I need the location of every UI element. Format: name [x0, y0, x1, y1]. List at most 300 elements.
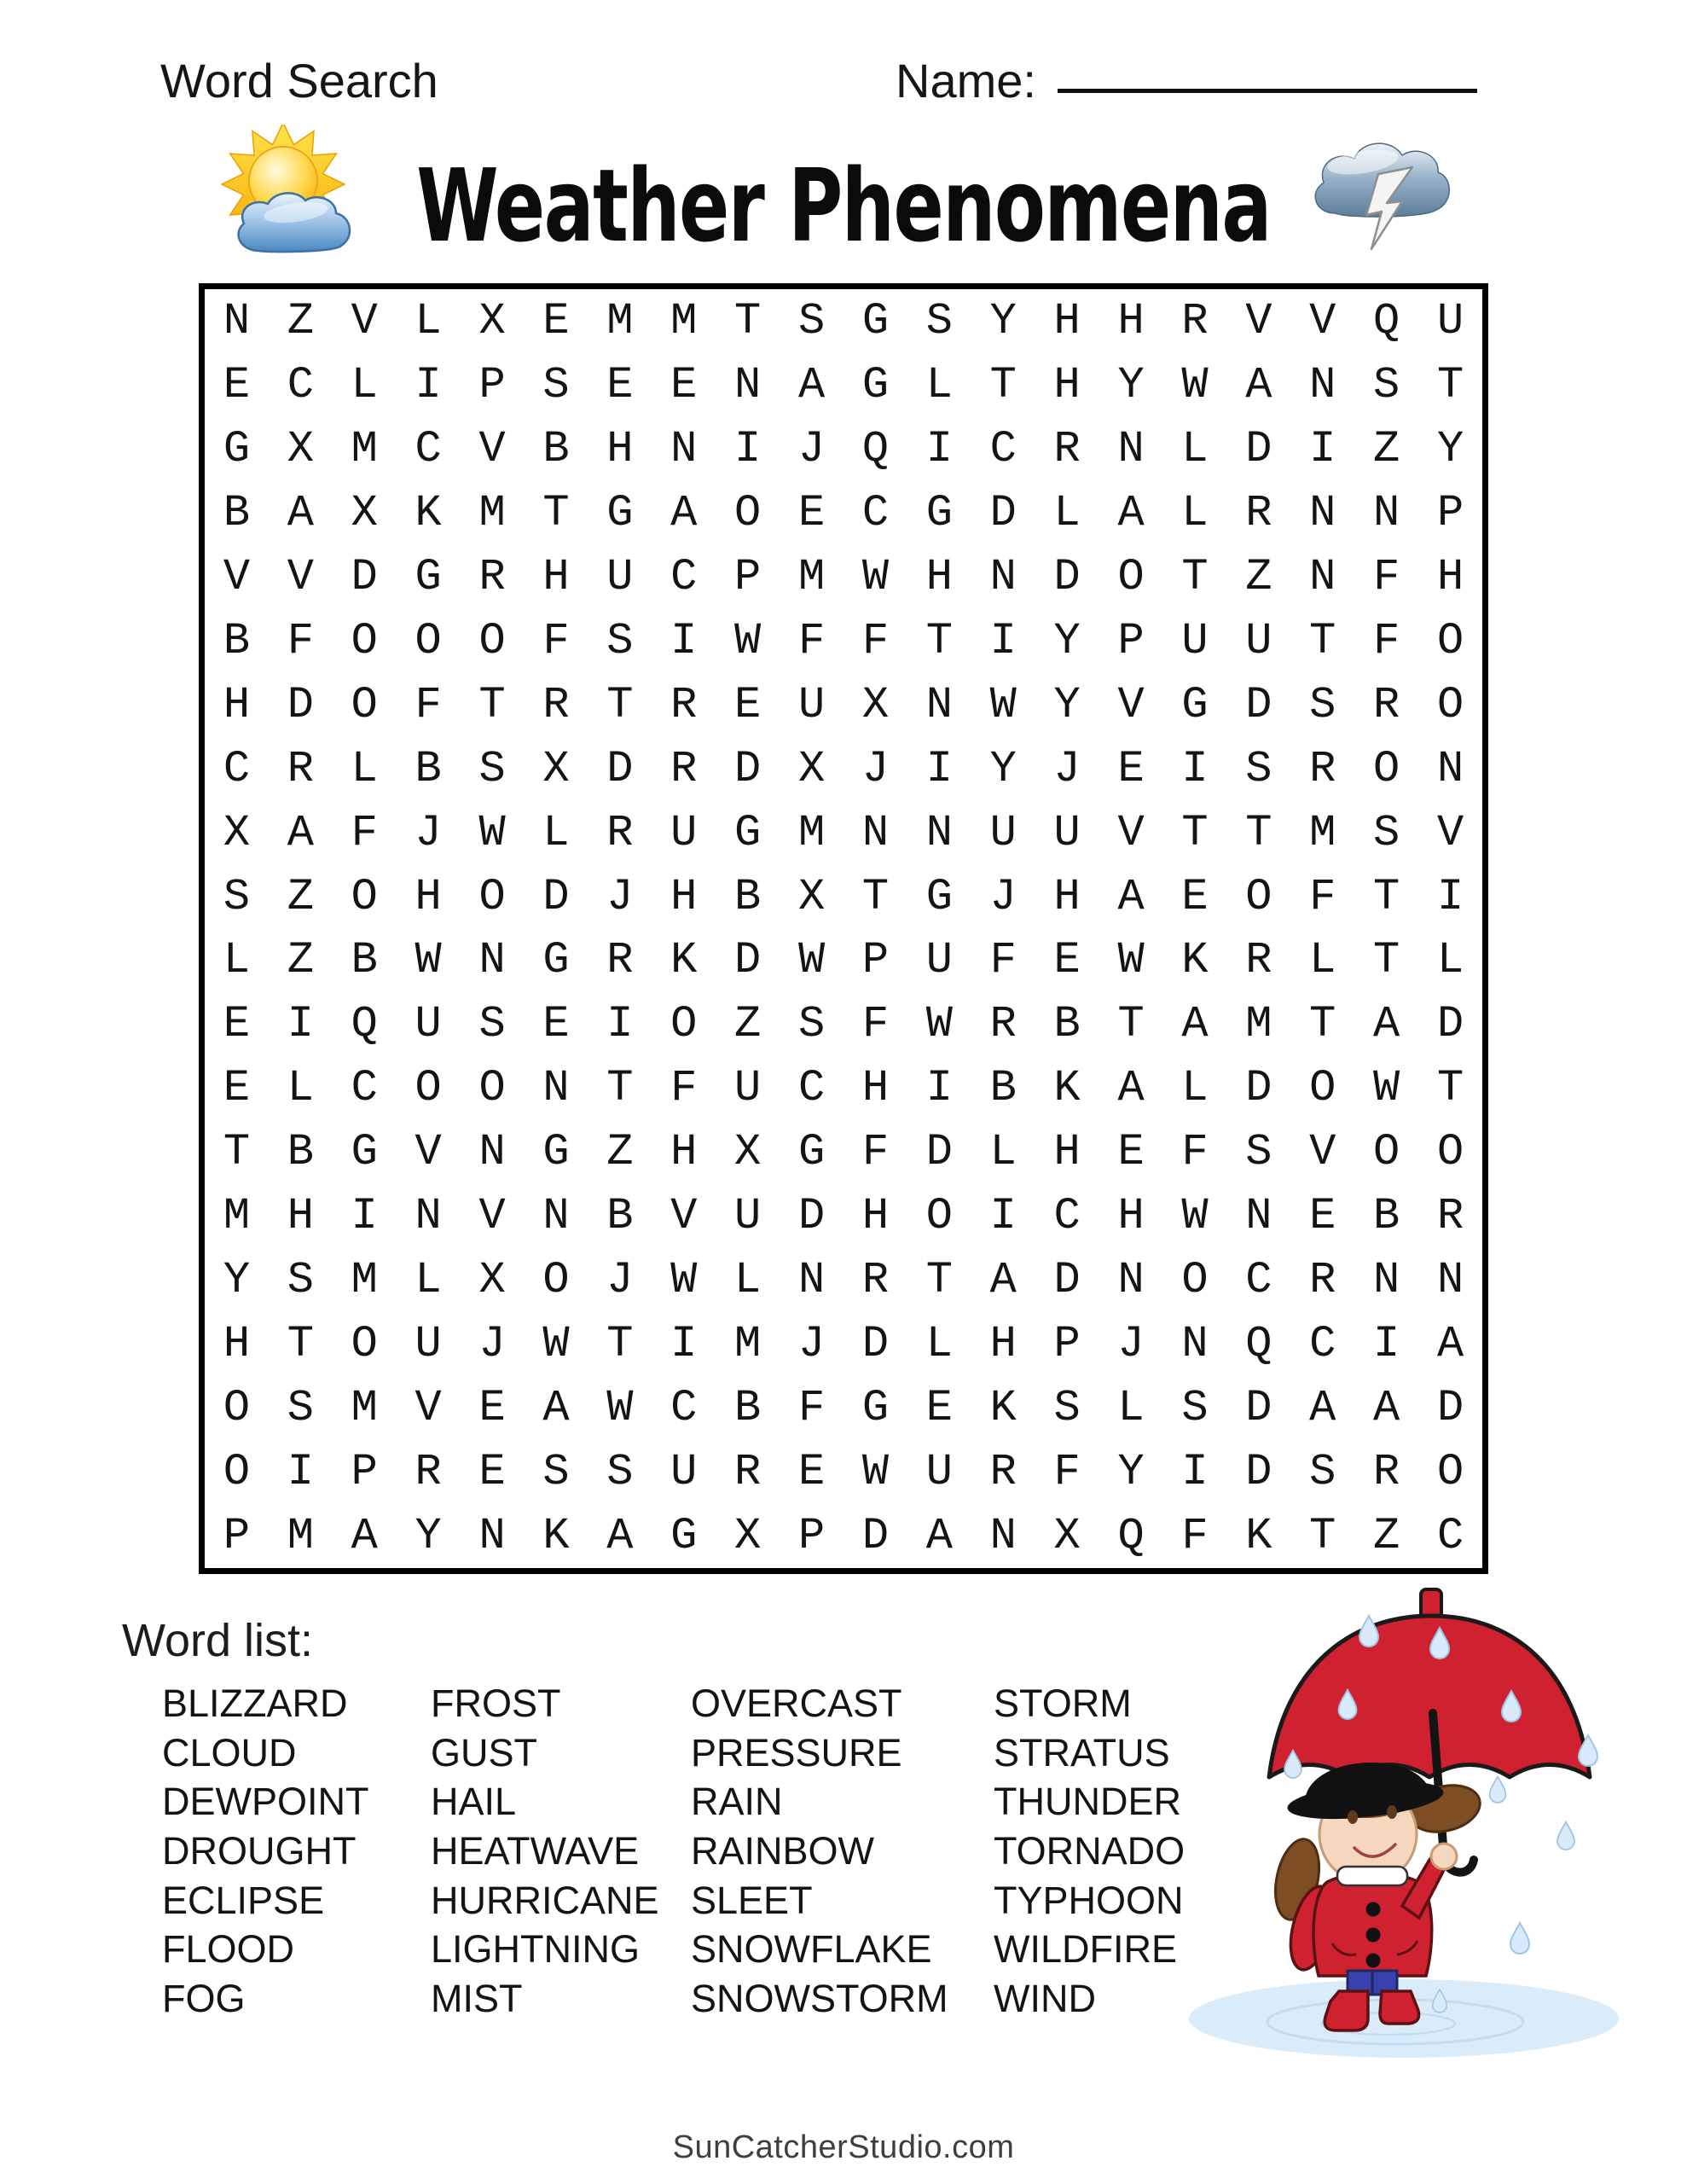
grid-cell: N: [861, 807, 890, 858]
grid-cell: A: [1373, 999, 1400, 1050]
grid-cell: N: [1436, 743, 1464, 794]
grid-cell: R: [1436, 1191, 1464, 1242]
grid-cell: G: [542, 1127, 570, 1178]
grid-cell: I: [1309, 423, 1336, 474]
grid-cell: H: [415, 871, 442, 922]
grid-cell: W: [478, 807, 506, 858]
grid-cell: A: [287, 807, 314, 858]
grid-cell: F: [1053, 1447, 1081, 1498]
grid-cell: U: [1436, 295, 1464, 346]
grid-cell: F: [1309, 871, 1336, 922]
grid-cell: M: [734, 1319, 762, 1370]
grid-cell: E: [1053, 935, 1081, 986]
grid-cell: D: [925, 1127, 953, 1178]
grid-cell: T: [1309, 1511, 1336, 1562]
grid-cell: N: [1436, 1255, 1464, 1306]
grid-cell: G: [925, 871, 953, 922]
grid-cell: S: [797, 295, 826, 346]
word-list-item: SLEET: [691, 1878, 813, 1922]
grid-cell: R: [989, 999, 1017, 1050]
grid-cell: R: [606, 935, 634, 986]
grid-cell: U: [989, 807, 1017, 858]
grid-cell: O: [670, 999, 698, 1050]
grid-cell: R: [1245, 487, 1272, 538]
grid-cell: V: [670, 1191, 698, 1242]
word-list-item: ECLIPSE: [162, 1878, 325, 1922]
word-list-item: WIND: [994, 1977, 1096, 2021]
grid-cell: Z: [287, 295, 314, 346]
grid-cell: H: [861, 1063, 890, 1114]
grid-cell: W: [542, 1319, 570, 1370]
grid-cell: I: [925, 423, 953, 474]
grid-cell: E: [1309, 1191, 1336, 1242]
grid-cell: N: [989, 551, 1017, 602]
grid-cell: W: [989, 679, 1017, 730]
grid-cell: G: [1181, 679, 1209, 730]
grid-cell: O: [223, 1383, 251, 1434]
grid-cell: K: [542, 1511, 570, 1562]
grid-cell: S: [1053, 1383, 1081, 1434]
grid-cell: N: [542, 1191, 570, 1242]
grid-cell: T: [1373, 935, 1400, 986]
grid-cell: Y: [989, 743, 1017, 794]
grid-cell: A: [606, 1511, 634, 1562]
grid-cell: S: [606, 1447, 634, 1498]
grid-cell: N: [1245, 1191, 1272, 1242]
grid-cell: J: [606, 871, 634, 922]
grid-cell: F: [1373, 615, 1400, 666]
grid-cell: D: [797, 1191, 826, 1242]
grid-cell: H: [223, 679, 251, 730]
grid-cell: G: [415, 551, 442, 602]
grid-cell: P: [1117, 615, 1145, 666]
grid-cell: J: [861, 743, 890, 794]
grid-cell: L: [1181, 487, 1209, 538]
grid-cell: O: [734, 487, 762, 538]
grid-cell: T: [478, 679, 506, 730]
grid-cell: W: [861, 1447, 890, 1498]
grid-cell: B: [1053, 999, 1081, 1050]
grid-cell: V: [1309, 1127, 1336, 1178]
grid-cell: B: [734, 871, 762, 922]
grid-cell: S: [1309, 679, 1336, 730]
grid-cell: M: [478, 487, 506, 538]
grid-cell: S: [797, 999, 826, 1050]
grid-cell: R: [670, 743, 698, 794]
grid-cell: E: [1117, 743, 1145, 794]
grid-cell: E: [223, 999, 251, 1050]
grid-cell: Z: [287, 871, 314, 922]
grid-cell: T: [1245, 807, 1272, 858]
grid-cell: E: [925, 1383, 953, 1434]
grid-cell: P: [734, 551, 762, 602]
grid-cell: A: [670, 487, 698, 538]
grid-cell: B: [223, 615, 251, 666]
grid-cell: Q: [1245, 1319, 1272, 1370]
grid-cell: F: [1181, 1511, 1209, 1562]
grid-cell: A: [1373, 1383, 1400, 1434]
grid-cell: S: [606, 615, 634, 666]
word-list-column: [691, 1679, 948, 2024]
grid-cell: E: [478, 1447, 506, 1498]
grid-cell: B: [734, 1383, 762, 1434]
grid-cell: Z: [734, 999, 762, 1050]
word-list-item: DEWPOINT: [162, 1780, 369, 1824]
grid-cell: R: [1373, 679, 1400, 730]
grid-cell: T: [606, 679, 634, 730]
grid-cell: M: [1245, 999, 1272, 1050]
grid-cell: L: [223, 935, 251, 986]
grid-cell: Y: [415, 1511, 442, 1562]
grid-cell: V: [287, 551, 314, 602]
grid-cell: S: [1373, 807, 1400, 858]
grid-cell: F: [989, 935, 1017, 986]
grid-cell: H: [925, 551, 953, 602]
grid-cell: T: [1436, 359, 1464, 410]
grid-cell: T: [606, 1063, 634, 1114]
doc-type-label: Word Search: [160, 54, 438, 107]
grid-cell: S: [1373, 359, 1400, 410]
grid-cell: F: [797, 615, 826, 666]
grid-cell: A: [351, 1511, 378, 1562]
grid-cell: R: [542, 679, 570, 730]
word-list-item: STRATUS: [994, 1730, 1170, 1774]
grid-cell: S: [925, 295, 953, 346]
grid-cell: S: [223, 871, 251, 922]
grid-cell: H: [1053, 871, 1081, 922]
grid-cell: C: [670, 1383, 698, 1434]
grid-cell: C: [415, 423, 442, 474]
grid-cell: C: [1309, 1319, 1336, 1370]
grid-cell: Y: [1117, 359, 1145, 410]
grid-cell: F: [1181, 1127, 1209, 1178]
grid-cell: I: [925, 1063, 953, 1114]
grid-cell: E: [1117, 1127, 1145, 1178]
grid-cell: U: [734, 1063, 762, 1114]
grid-cell: I: [1373, 1319, 1400, 1370]
grid-cell: D: [989, 487, 1017, 538]
grid-cell: L: [989, 1127, 1017, 1178]
grid-cell: U: [1245, 615, 1272, 666]
grid-cell: V: [351, 295, 378, 346]
grid-cell: E: [542, 295, 570, 346]
grid-cell: D: [1245, 1383, 1272, 1434]
grid-cell: O: [1436, 615, 1464, 666]
grid-cell: P: [797, 1511, 826, 1562]
grid-cell: S: [1181, 1383, 1209, 1434]
grid-cell: O: [542, 1255, 570, 1306]
grid-cell: C: [670, 551, 698, 602]
grid-cell: N: [1181, 1319, 1209, 1370]
grid-cell: R: [670, 679, 698, 730]
grid-cell: G: [925, 487, 953, 538]
grid-cell: M: [287, 1511, 314, 1562]
word-list-item: FLOOD: [162, 1927, 295, 1972]
grid-cell: R: [989, 1447, 1017, 1498]
grid-cell: U: [925, 1447, 953, 1498]
grid-cell: T: [1181, 807, 1209, 858]
name-label: Name:: [896, 54, 1036, 107]
grid-cell: D: [287, 679, 314, 730]
grid-cell: H: [287, 1191, 314, 1242]
word-list-item: SNOWSTORM: [691, 1977, 948, 2021]
grid-cell: Y: [989, 295, 1017, 346]
grid-cell: J: [606, 1255, 634, 1306]
grid-cell: H: [1053, 295, 1081, 346]
grid-cell: D: [1436, 999, 1464, 1050]
grid-cell: I: [734, 423, 762, 474]
grid-cell: W: [606, 1383, 634, 1434]
word-list-item: LIGHTNING: [431, 1927, 641, 1972]
grid-cell: R: [1181, 295, 1209, 346]
grid-cell: R: [415, 1447, 442, 1498]
grid-cell: A: [542, 1383, 570, 1434]
grid-cell: G: [606, 487, 634, 538]
grid-cell: D: [734, 935, 762, 986]
grid-cell: N: [1117, 423, 1145, 474]
grid-cell: V: [415, 1127, 442, 1178]
grid-cell: X: [861, 679, 890, 730]
word-list-item: HAIL: [431, 1780, 517, 1824]
grid-cell: Z: [1373, 1511, 1400, 1562]
grid-cell: H: [989, 1319, 1017, 1370]
grid-cell: X: [1053, 1511, 1081, 1562]
grid-cell: Z: [287, 935, 314, 986]
grid-cell: A: [989, 1255, 1017, 1306]
grid-cell: H: [223, 1319, 251, 1370]
grid-cell: P: [861, 935, 890, 986]
grid-cell: W: [670, 1255, 698, 1306]
grid-cell: N: [797, 1255, 826, 1306]
grid-cell: L: [287, 1063, 314, 1114]
grid-cell: W: [1117, 935, 1145, 986]
grid-cell: E: [797, 1447, 826, 1498]
grid-cell: N: [478, 1511, 506, 1562]
grid-cell: V: [415, 1383, 442, 1434]
grid-cell: X: [734, 1127, 762, 1178]
grid-cell: N: [989, 1511, 1017, 1562]
grid-cell: X: [223, 807, 251, 858]
grid-cell: H: [1117, 1191, 1145, 1242]
grid-cell: C: [861, 487, 890, 538]
grid-cell: P: [223, 1511, 251, 1562]
grid-cell: G: [861, 295, 890, 346]
grid-cell: O: [478, 1063, 506, 1114]
grid-cell: V: [1245, 295, 1272, 346]
grid-cell: G: [861, 1383, 890, 1434]
word-list-item: TORNADO: [994, 1829, 1186, 1873]
grid-cell: B: [606, 1191, 634, 1242]
grid-cell: A: [925, 1511, 953, 1562]
grid-cell: H: [670, 871, 698, 922]
grid-cell: U: [1181, 615, 1209, 666]
page-title: Weather Phenomena: [416, 147, 1271, 264]
grid-cell: Y: [1436, 423, 1464, 474]
word-list-item: TYPHOON: [994, 1878, 1184, 1922]
grid-cell: T: [861, 871, 890, 922]
grid-cell: C: [223, 743, 251, 794]
grid-cell: T: [1309, 615, 1336, 666]
grid-cell: I: [415, 359, 442, 410]
name-fill-in-line: [1058, 89, 1477, 93]
grid-cell: T: [989, 359, 1017, 410]
grid-cell: S: [478, 743, 506, 794]
grid-cell: T: [542, 487, 570, 538]
grid-cell: N: [542, 1063, 570, 1114]
grid-cell: L: [1117, 1383, 1145, 1434]
grid-cell: J: [797, 1319, 826, 1370]
grid-cell: K: [1181, 935, 1209, 986]
grid-cell: O: [1373, 743, 1400, 794]
grid-cell: Q: [351, 999, 378, 1050]
grid-cell: J: [478, 1319, 506, 1370]
grid-cell: B: [415, 743, 442, 794]
grid-cell: N: [478, 1127, 506, 1178]
grid-cell: G: [542, 935, 570, 986]
grid-cell: O: [1117, 551, 1145, 602]
word-search-grid: [199, 283, 1488, 1574]
grid-cell: T: [925, 615, 953, 666]
grid-cell: E: [734, 679, 762, 730]
grid-cell: V: [1309, 295, 1336, 346]
grid-cell: R: [861, 1255, 890, 1306]
grid-cell: O: [415, 1063, 442, 1114]
grid-cell: D: [351, 551, 378, 602]
grid-cell: C: [1053, 1191, 1081, 1242]
grid-cell: W: [1181, 359, 1209, 410]
grid-cell: Z: [1373, 423, 1400, 474]
word-list-item: RAINBOW: [691, 1829, 875, 1873]
grid-cell: E: [478, 1383, 506, 1434]
grid-cell: B: [1373, 1191, 1400, 1242]
grid-cell: A: [1117, 1063, 1145, 1114]
grid-cell: S: [287, 1255, 314, 1306]
grid-cell: X: [734, 1511, 762, 1562]
grid-cell: N: [925, 807, 953, 858]
word-list-item: HEATWAVE: [431, 1829, 640, 1873]
grid-cell: D: [861, 1511, 890, 1562]
grid-cell: X: [797, 871, 826, 922]
grid-cell: F: [797, 1383, 826, 1434]
grid-cell: D: [861, 1319, 890, 1370]
grid-cell: Y: [223, 1255, 251, 1306]
grid-cell: N: [1373, 487, 1400, 538]
grid-cell: N: [1117, 1255, 1145, 1306]
grid-cell: O: [1245, 871, 1272, 922]
grid-cell: L: [734, 1255, 762, 1306]
grid-cell: O: [1436, 1127, 1464, 1178]
girl-with-umbrella-illustration: [1184, 1585, 1651, 2067]
grid-cell: U: [606, 551, 634, 602]
grid-cell: D: [1436, 1383, 1464, 1434]
grid-cell: W: [415, 935, 442, 986]
grid-cell: Z: [606, 1127, 634, 1178]
word-list-item: FROST: [431, 1682, 561, 1725]
word-list-item: THUNDER: [994, 1780, 1181, 1824]
grid-cell: V: [1117, 679, 1145, 730]
grid-cell: O: [1309, 1063, 1336, 1114]
grid-cell: N: [925, 679, 953, 730]
grid-cell: N: [223, 295, 251, 346]
grid-cell: R: [478, 551, 506, 602]
grid-cell: C: [287, 359, 314, 410]
grid-cell: N: [1373, 1255, 1400, 1306]
grid-cell: U: [925, 935, 953, 986]
grid-cell: N: [478, 935, 506, 986]
grid-cell: E: [542, 999, 570, 1050]
grid-cell: D: [1245, 679, 1272, 730]
grid-cell: T: [1117, 999, 1145, 1050]
grid-cell: K: [1053, 1063, 1081, 1114]
grid-cell: C: [989, 423, 1017, 474]
grid-cell: D: [606, 743, 634, 794]
grid-cell: G: [670, 1511, 698, 1562]
grid-cell: V: [478, 423, 506, 474]
grid-cell: I: [670, 615, 698, 666]
word-list-column: [431, 1679, 659, 2024]
grid-cell: C: [351, 1063, 378, 1114]
grid-cell: Y: [1053, 679, 1081, 730]
grid-cell: X: [797, 743, 826, 794]
grid-cell: L: [351, 359, 378, 410]
grid-cell: W: [734, 615, 762, 666]
grid-cell: A: [1245, 359, 1272, 410]
grid-cell: E: [797, 487, 826, 538]
grid-cell: K: [989, 1383, 1017, 1434]
grid-cell: A: [797, 359, 826, 410]
grid-cell: G: [861, 359, 890, 410]
grid-cell: S: [1245, 743, 1272, 794]
grid-cell: O: [351, 1319, 378, 1370]
grid-cell: O: [223, 1447, 251, 1498]
word-list-item: CLOUD: [162, 1730, 297, 1774]
grid-cell: J: [415, 807, 442, 858]
grid-cell: T: [223, 1127, 251, 1178]
grid-cell: H: [1053, 1127, 1081, 1178]
grid-cell: O: [478, 871, 506, 922]
grid-cell: P: [1436, 487, 1464, 538]
grid-cell: R: [1309, 1255, 1336, 1306]
grid-cell: N: [415, 1191, 442, 1242]
grid-cell: D: [1053, 1255, 1081, 1306]
grid-cell: T: [1436, 1063, 1464, 1114]
grid-cell: X: [478, 295, 506, 346]
grid-cell: E: [1181, 871, 1209, 922]
grid-cell: B: [542, 423, 570, 474]
grid-cell: U: [670, 807, 698, 858]
grid-cell: P: [1053, 1319, 1081, 1370]
grid-cell: O: [415, 615, 442, 666]
grid-cell: F: [861, 1127, 890, 1178]
grid-cell: T: [606, 1319, 634, 1370]
grid-cell: F: [415, 679, 442, 730]
grid-cell: X: [351, 487, 378, 538]
grid-cell: K: [415, 487, 442, 538]
grid-cell: L: [925, 359, 953, 410]
grid-cell: X: [542, 743, 570, 794]
grid-cell: R: [1053, 423, 1081, 474]
grid-cell: S: [542, 359, 570, 410]
grid-cell: T: [1373, 871, 1400, 922]
word-list-column: [162, 1679, 369, 2024]
grid-cell: F: [351, 807, 378, 858]
grid-cell: I: [989, 615, 1017, 666]
grid-cell: E: [606, 359, 634, 410]
grid-cell: M: [351, 1383, 378, 1434]
grid-cell: M: [351, 1255, 378, 1306]
grid-cell: N: [670, 423, 698, 474]
grid-cell: F: [670, 1063, 698, 1114]
